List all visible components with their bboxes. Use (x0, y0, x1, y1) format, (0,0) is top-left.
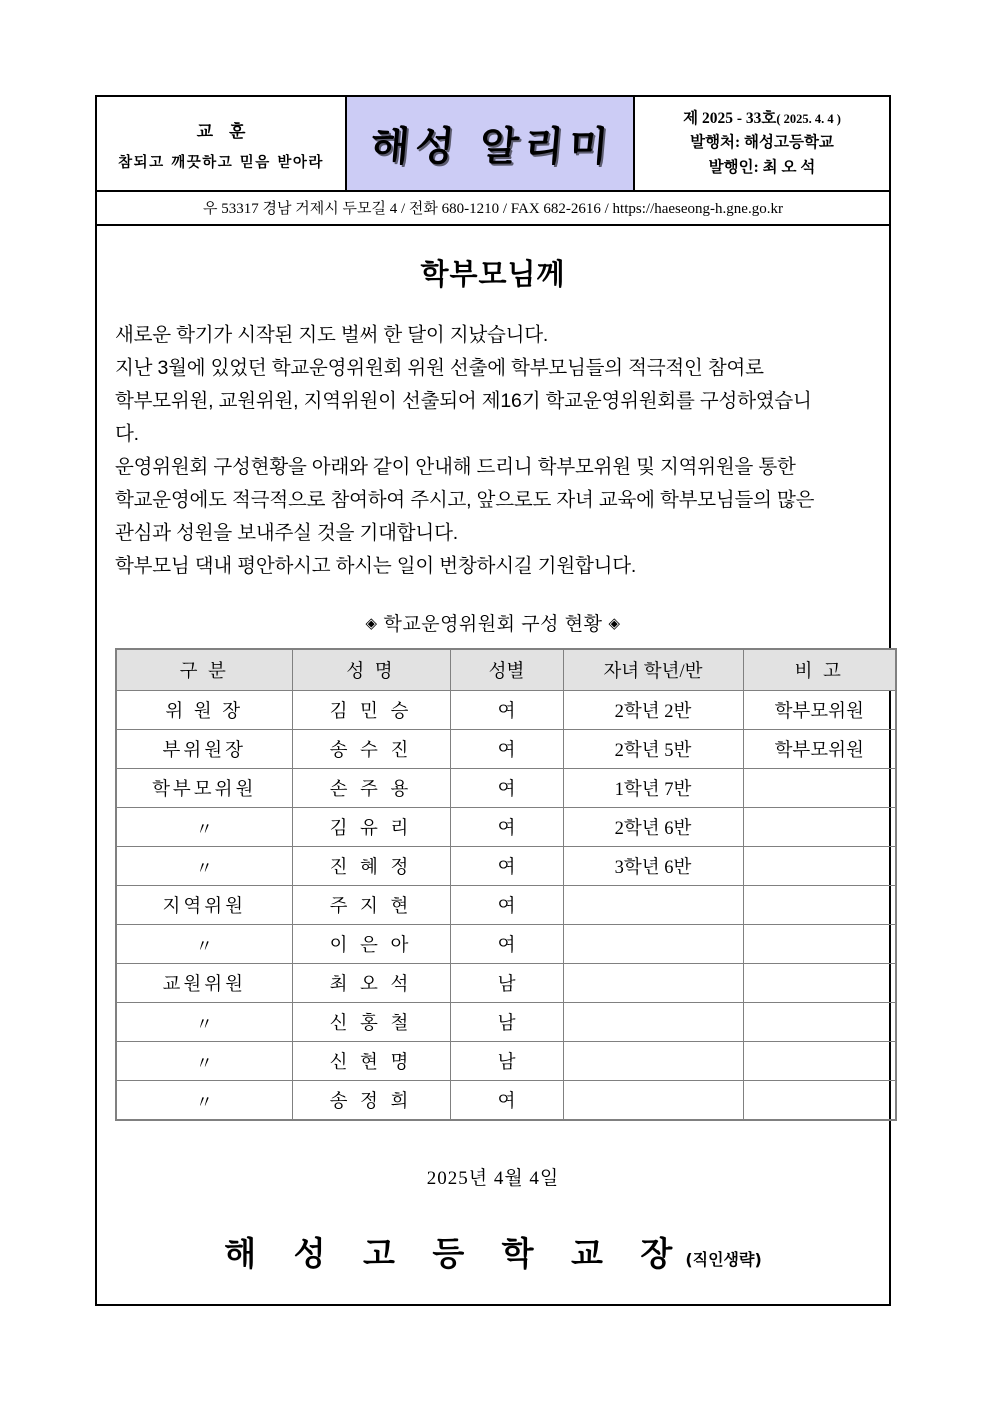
cell-division: 〃 (116, 847, 292, 886)
document-page-frame (95, 95, 891, 1306)
cell-grade: 2학년 5반 (563, 730, 743, 769)
newsletter-title: 해성 알리미 (369, 124, 617, 170)
cell-name: 주 지 현 (292, 886, 450, 925)
body-line: 관심과 성원을 보내주실 것을 기대합니다. (115, 522, 458, 544)
diamond-icon-right: ◈ (608, 615, 621, 632)
cell-gender: 여 (450, 1081, 563, 1121)
cell-division: 〃 (116, 1003, 292, 1042)
column-header-grade: 자녀 학년/반 (563, 649, 743, 691)
committee-table (115, 648, 897, 1121)
table-row (116, 1042, 896, 1081)
cell-note (743, 808, 896, 847)
cell-name: 송 수 진 (292, 730, 450, 769)
table-row (116, 1003, 896, 1042)
cell-gender: 여 (450, 886, 563, 925)
cell-division: 교원위원 (116, 964, 292, 1003)
section-heading-text: 학교운영위원회 구성 현황 (383, 614, 603, 635)
cell-note (743, 769, 896, 808)
body-paragraphs (115, 319, 871, 583)
cell-division: 〃 (116, 1042, 292, 1081)
cell-gender: 남 (450, 1003, 563, 1042)
cell-grade (563, 886, 743, 925)
cell-note (743, 1081, 896, 1121)
table-header-row (116, 649, 896, 691)
diamond-icon-left: ◈ (365, 615, 378, 632)
table-row (116, 1081, 896, 1121)
cell-note (743, 847, 896, 886)
cell-name: 신 홍 철 (292, 1003, 450, 1042)
cell-note: 학부모위원 (743, 730, 896, 769)
table-row (116, 925, 896, 964)
cell-division: 지역위원 (116, 886, 292, 925)
cell-division: 〃 (116, 808, 292, 847)
cell-note (743, 1003, 896, 1042)
cell-name: 이 은 아 (292, 925, 450, 964)
cell-note (743, 886, 896, 925)
cell-division: 위 원 장 (116, 691, 292, 730)
issue-number-line (683, 107, 841, 131)
document-date: 2025년 4월 4일 (426, 1168, 560, 1189)
school-motto-cell (97, 97, 347, 190)
cell-name: 손 주 용 (292, 769, 450, 808)
table-row (116, 847, 896, 886)
cell-name: 최 오 석 (292, 964, 450, 1003)
column-header-name: 성 명 (292, 649, 450, 691)
cell-grade: 3학년 6반 (563, 847, 743, 886)
cell-note (743, 1042, 896, 1081)
cell-name: 김 유 리 (292, 808, 450, 847)
cell-name: 신 현 명 (292, 1042, 450, 1081)
table-section-heading (115, 609, 871, 636)
cell-grade (563, 1042, 743, 1081)
cell-gender: 여 (450, 769, 563, 808)
cell-note (743, 925, 896, 964)
page-title: 학부모님께 (420, 257, 566, 291)
signature-seal-note: (직인생략) (685, 1250, 762, 1269)
publisher-org: 발행처: 해성고등학교 (690, 134, 834, 152)
committee-table-body (116, 691, 896, 1121)
motto-label: 교 훈 (196, 122, 251, 142)
cell-name: 김 민 승 (292, 691, 450, 730)
cell-gender: 여 (450, 847, 563, 886)
body-line: 운영위원회 구성현황을 아래와 같이 안내해 드리니 학부모위원 및 지역위원을 통한 (115, 456, 796, 478)
issue-info-cell (635, 97, 889, 190)
cell-grade (563, 1003, 743, 1042)
column-header-note: 비 고 (743, 649, 896, 691)
issue-number: 제 2025 - 33호 (683, 110, 777, 128)
school-address-line: 우 53317 경남 거제시 두모길 4 / 전화 680-1210 / FAX 682-2616 / https://haeseong-h.gne.go.kr (97, 192, 889, 226)
body-line: 새로운 학기가 시작된 지도 벌써 한 달이 지났습니다. (115, 324, 549, 346)
cell-note: 학부모위원 (743, 691, 896, 730)
cell-grade (563, 925, 743, 964)
cell-division: 학부모위원 (116, 769, 292, 808)
signature-block (115, 1228, 871, 1275)
table-row (116, 730, 896, 769)
table-row (116, 886, 896, 925)
cell-division: 〃 (116, 925, 292, 964)
body-line: 학교운영에도 적극적으로 참여하여 주시고, 앞으로도 자녀 교육에 학부모님들의 많은 (115, 489, 815, 511)
cell-gender: 남 (450, 1042, 563, 1081)
column-header-division: 구 분 (116, 649, 292, 691)
cell-gender: 여 (450, 808, 563, 847)
cell-division: 〃 (116, 1081, 292, 1121)
cell-note (743, 964, 896, 1003)
cell-grade: 1학년 7반 (563, 769, 743, 808)
motto-text: 참되고 깨끗하고 믿음 받아라 (118, 155, 324, 171)
cell-name: 송 정 희 (292, 1081, 450, 1121)
issue-date: ( 2025. 4. 4 ) (776, 112, 841, 127)
cell-gender: 여 (450, 730, 563, 769)
cell-gender: 남 (450, 964, 563, 1003)
table-row (116, 964, 896, 1003)
body-line: 다. (115, 423, 139, 445)
column-header-gender: 성별 (450, 649, 563, 691)
table-row (116, 769, 896, 808)
table-row (116, 691, 896, 730)
cell-grade (563, 964, 743, 1003)
cell-grade: 2학년 6반 (563, 808, 743, 847)
signature-title: 해 성 고 등 학 교 장 (224, 1234, 686, 1273)
cell-grade: 2학년 2반 (563, 691, 743, 730)
masthead (97, 97, 889, 192)
cell-name: 진 혜 정 (292, 847, 450, 886)
newsletter-banner (347, 97, 635, 190)
table-row (116, 808, 896, 847)
body-line: 지난 3월에 있었던 학교운영위원회 위원 선출에 학부모님들의 적극적인 참여로 (115, 357, 764, 379)
body-line: 학부모위원, 교원위원, 지역위원이 선출되어 제16기 학교운영위원회를 구성하였습니 (115, 390, 812, 412)
body-line: 학부모님 댁내 평안하시고 하시는 일이 번창하시길 기원합니다. (115, 555, 637, 577)
cell-division: 부위원장 (116, 730, 292, 769)
publisher-person: 발행인: 최 오 석 (708, 158, 816, 176)
cell-gender: 여 (450, 691, 563, 730)
document-body (97, 252, 889, 1275)
cell-grade (563, 1081, 743, 1121)
cell-gender: 여 (450, 925, 563, 964)
